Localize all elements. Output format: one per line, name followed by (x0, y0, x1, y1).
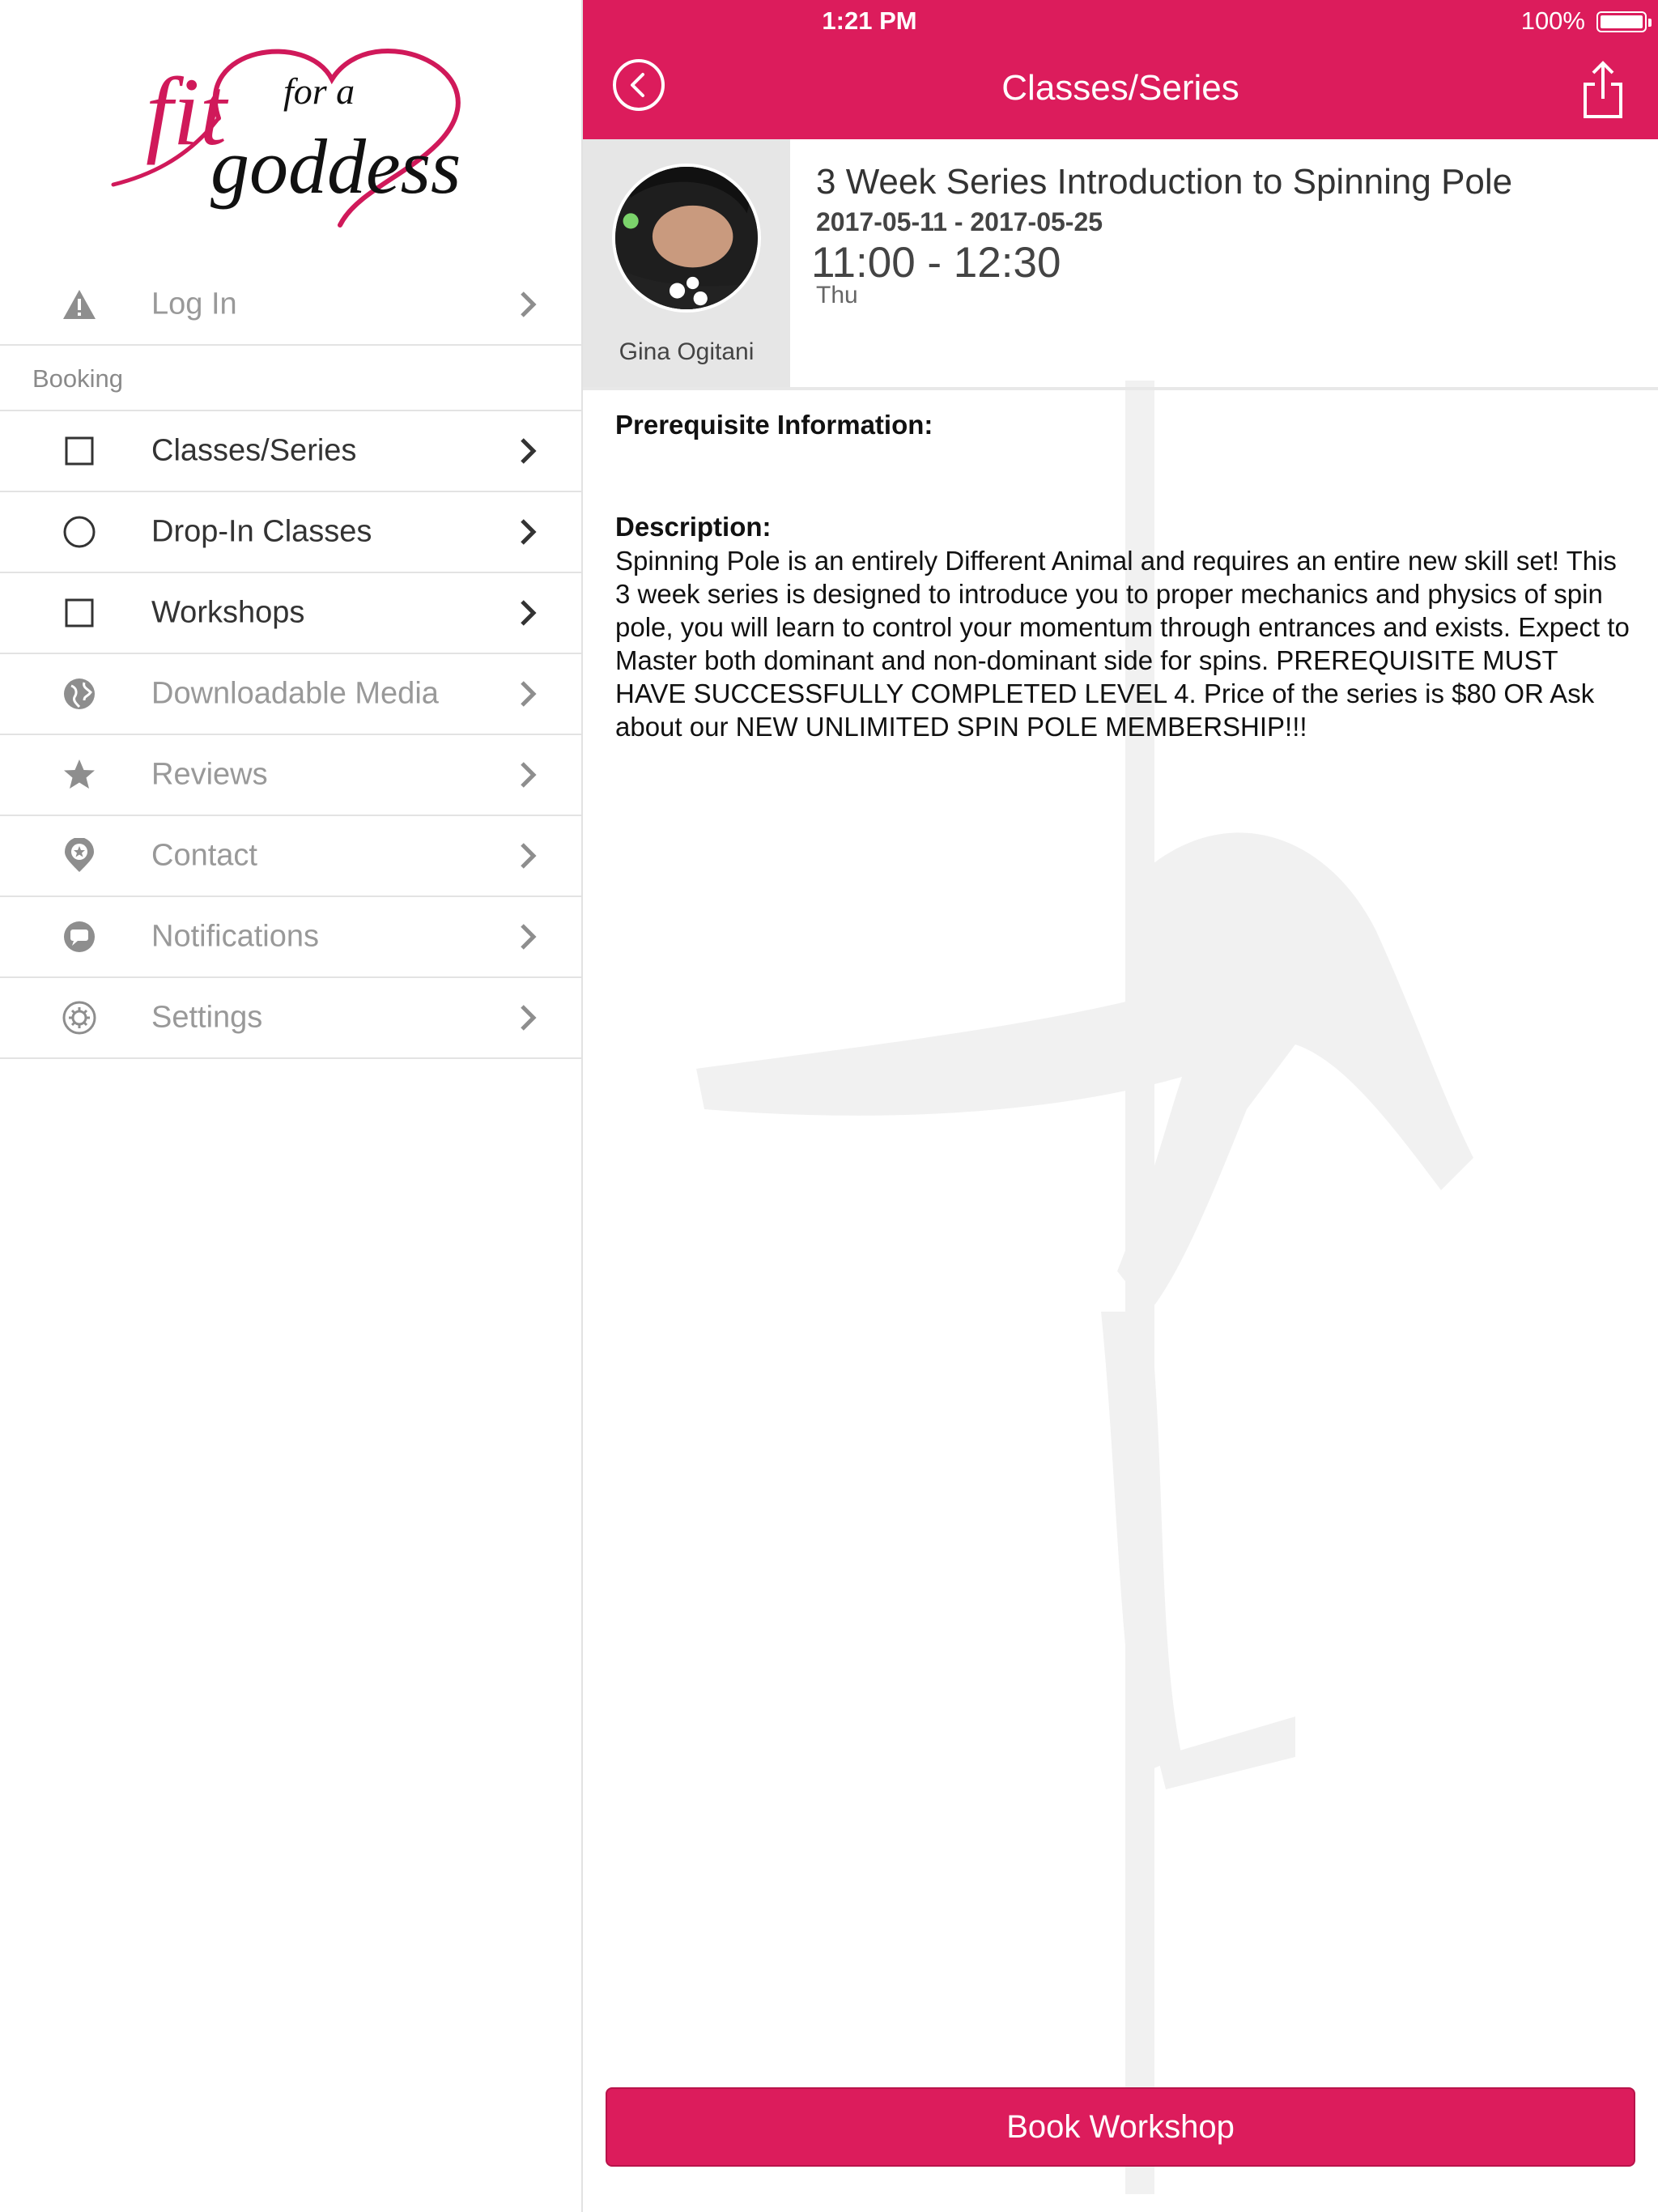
sidebar-item-label: Drop-In Classes (151, 514, 372, 549)
sidebar-item-label: Reviews (151, 757, 268, 792)
sidebar-item-reviews[interactable] (0, 735, 581, 816)
sidebar-item-label: Downloadable Media (151, 676, 439, 711)
description-text: Spinning Pole is an entirely Different Animal and requires an entire new skill set! This 3 week series is designed to introduce you to proper mechanics and physics of spin pole, you will learn to control your momentum through entrances and exists. Expect to Master both dominant and non-dominant side for spins. PREREQUISITE MUST HAVE SUCCESSFULLY COMPLETED LEVEL 4. Price of the series is $80 OR Ask about our NEW UNLIMITED SPIN POLE MEMBERSHIP!!! (615, 546, 1630, 742)
instructor-name: Gina Ogitani (619, 338, 755, 365)
warning-icon (62, 287, 97, 322)
svg-text:goddess: goddess (210, 123, 461, 210)
class-day: Thu (816, 282, 858, 308)
divider (583, 387, 1658, 390)
sidebar-item-login[interactable] (0, 264, 581, 345)
description-heading: Description: (615, 512, 772, 542)
chevron-right-icon (514, 759, 542, 791)
chevron-right-icon (514, 597, 542, 629)
instructor-card (583, 139, 790, 387)
sidebar-item-label: Notifications (151, 919, 319, 954)
sidebar-item-downloadable-media[interactable] (0, 654, 581, 735)
class-title: 3 Week Series Introduction to Spinning Pole (816, 162, 1513, 202)
chevron-right-icon (514, 288, 542, 321)
sidebar-item-drop-in-classes[interactable] (0, 492, 581, 573)
class-dates: 2017-05-11 - 2017-05-25 (816, 207, 1103, 236)
sidebar-item-contact[interactable] (0, 816, 581, 897)
sidebar-item-classes-series[interactable] (0, 411, 581, 492)
sidebar-item-label: Classes/Series (151, 433, 357, 468)
page-title: Classes/Series (1001, 68, 1239, 108)
svg-text:fit: fit (146, 57, 227, 165)
section-header-booking: Booking (0, 347, 581, 411)
share-button[interactable] (1580, 60, 1626, 120)
chat-bubble-icon (62, 919, 97, 955)
chevron-right-icon (514, 435, 542, 467)
brand-logo (97, 23, 486, 241)
main-panel (583, 0, 1658, 2212)
book-workshop-button[interactable]: Book Workshop (606, 2087, 1635, 2167)
circle-icon (62, 514, 97, 550)
chevron-right-icon (514, 921, 542, 953)
chevron-right-icon (514, 1002, 542, 1034)
square-icon (62, 595, 97, 631)
class-time: 11:00 - 12:30 (811, 239, 1061, 287)
chevron-right-icon (514, 678, 542, 710)
heart-logo-icon (97, 23, 486, 241)
divider (0, 344, 581, 346)
location-pin-icon (62, 838, 97, 874)
sidebar-item-notifications[interactable] (0, 897, 581, 978)
battery-icon (1596, 11, 1647, 32)
globe-icon (62, 676, 97, 712)
star-icon (62, 757, 97, 793)
chevron-right-icon (514, 516, 542, 548)
sidebar-item-settings[interactable] (0, 978, 581, 1059)
gear-icon (62, 1000, 97, 1036)
status-time: 1:21 PM (822, 6, 917, 35)
sidebar-item-label: Contact (151, 838, 257, 873)
sidebar-item-label: Log In (151, 287, 237, 321)
battery-percentage: 100% (1520, 6, 1585, 35)
prerequisite-heading: Prerequisite Information: (615, 410, 933, 440)
sidebar-item-label: Workshops (151, 595, 305, 630)
avatar (612, 164, 761, 313)
sidebar (0, 0, 583, 2212)
square-icon (62, 433, 97, 469)
svg-text:for a: for a (283, 70, 355, 112)
navigation-bar (583, 0, 1658, 139)
chevron-right-icon (514, 840, 542, 872)
sidebar-item-workshops[interactable] (0, 573, 581, 654)
sidebar-item-label: Settings (151, 1000, 263, 1035)
